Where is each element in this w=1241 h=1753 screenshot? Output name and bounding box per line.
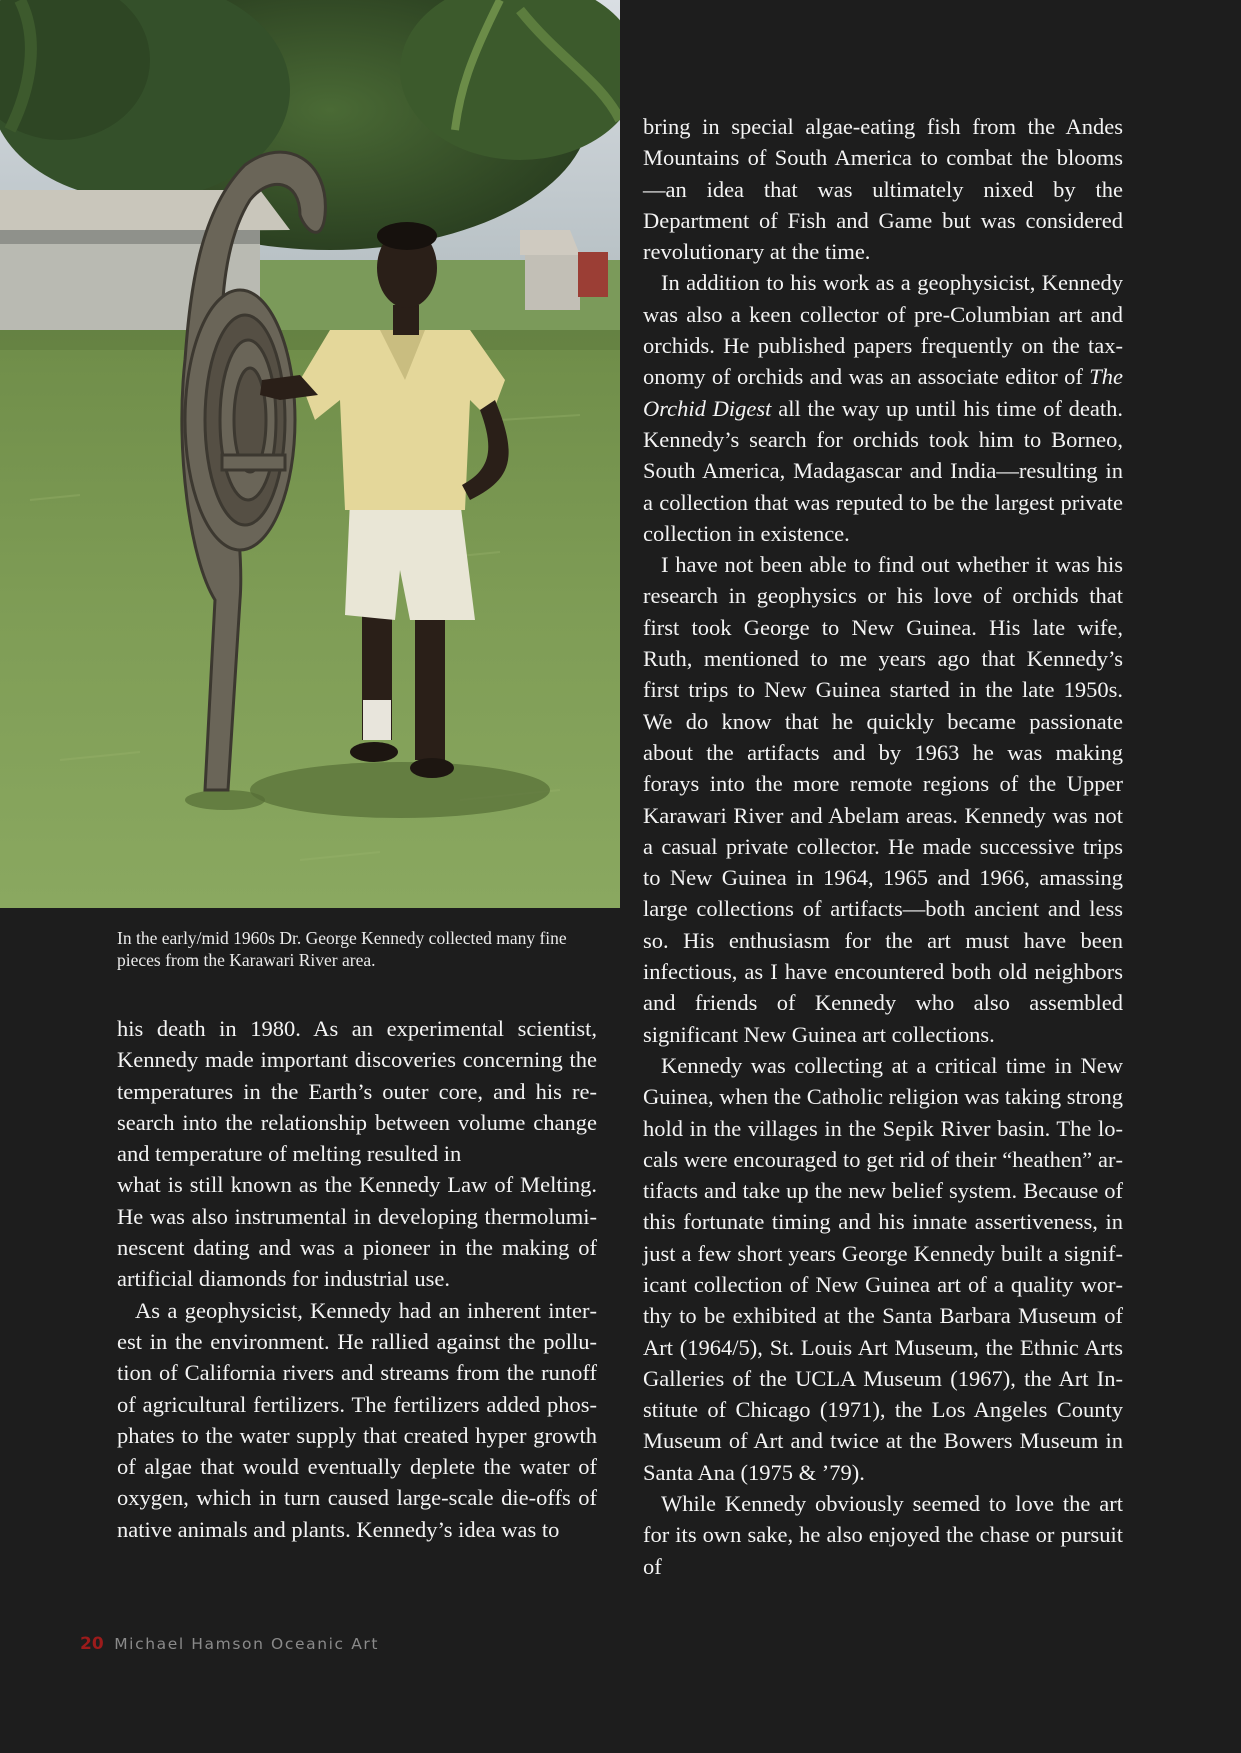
right-paragraph-2-text-after: all the way up until his time of death. Kennedy’s search for orchids took him to Borneo, South America, Madagascar and India—resulting in a collection that was reputed to be the largest private collection in existence. bbox=[643, 395, 1123, 546]
publication-name: Michael Hamson Oceanic Art bbox=[114, 1635, 380, 1653]
left-text-column bbox=[117, 1013, 597, 1545]
right-text-column bbox=[643, 111, 1123, 1582]
photo-caption: In the early/mid 1960s Dr. George Kennedy collected many fine pieces from the Karawari River area. bbox=[117, 928, 567, 970]
photograph-figure-with-carving-icon bbox=[0, 0, 620, 908]
left-paragraph-1b: what is still known as the Kennedy Law of Melting. He was also instrumental in developing thermoluminescent dating and was a pioneer in the making of artificial diamonds for industrial use. bbox=[117, 1172, 597, 1292]
right-paragraph-4: Kennedy was collecting at a critical time in New Guinea, when the Catholic religion was taking strong hold in the villages in the Sepik River basin. The locals were encouraged to get rid of their “heathen” artifacts and take up the new belief system. Because of this fortunate timing and his innate assertiveness, in just a few short years George Kennedy built a significant collection of New Guinea art of a quality worthy to be exhibited at the Santa Barbara Museum of Art (1964/5), St. Louis Art Museum, the Ethnic Arts Galleries of the UCLA Museum (1967), the Art Institute of Chicago (1971), the Los Angeles County Museum of Art and twice at the Bowers Museum in Santa Ana (1975 & ’79). bbox=[643, 1052, 1123, 1485]
page-number: 20 bbox=[80, 1634, 104, 1654]
right-paragraph-5: While Kennedy obviously seemed to love the art for its own sake, he also enjoyed the chase or pursuit of bbox=[643, 1491, 1123, 1579]
left-paragraph-1a: his death in 1980. As an experimental scientist, Kennedy made important discoveries concerning the temperatures in the Earth’s outer core, and his research into the relationship between volume change and temperature of melting resulted in bbox=[117, 1016, 597, 1167]
page-footer bbox=[80, 1634, 379, 1654]
left-paragraph-2: As a geophysicist, Kennedy had an inherent interest in the environment. He rallied against the pollution of California rivers and streams from the runoff of agricultural fertilizers. The fertilizers added phosphates to the water supply that created hyper growth of algae that would eventually deplete the water of oxygen, which in turn caused large-scale die-offs of native animals and plants. Kennedy’s idea was to bbox=[117, 1297, 597, 1542]
right-paragraph-2 bbox=[643, 267, 1123, 549]
right-paragraph-3: I have not been able to find out whether it was his research in geophysics or his love of orchids that first took George to New Guinea. His late wife, Ruth, mentioned to me years ago that Kennedy’s first trips to New Guinea started in the late 1950s. We do know that he quickly became passionate about the artifacts and by 1963 he was making forays into the more remote regions of the Upper Karawari River and Abelam areas. Kennedy was not a casual private collector. He made successive trips to New Guinea in 1964, 1965 and 1966, amassing large collections of artifacts—both ancient and less so. His enthusiasm for the art must have been infectious, as I have encountered both old neighbors and friends of Kennedy who also assembled significant New Guinea art collections. bbox=[643, 552, 1123, 1047]
right-paragraph-2-text-before: In addition to his work as a geophysicist, Kennedy was also a keen collector of pre-Columbian art and orchids. He published papers frequently on the taxonomy of orchids and was an associate editor of bbox=[643, 270, 1123, 390]
publication-title-italic: The Orchid Digest bbox=[643, 364, 1123, 421]
right-paragraph-1: bring in special algae-eating fish from the Andes Mountains of South America to combat the blooms—an idea that was ultimately nixed by the Department of Fish and Game but was considered revolutionary at the time. bbox=[643, 114, 1123, 265]
photograph bbox=[0, 0, 620, 908]
